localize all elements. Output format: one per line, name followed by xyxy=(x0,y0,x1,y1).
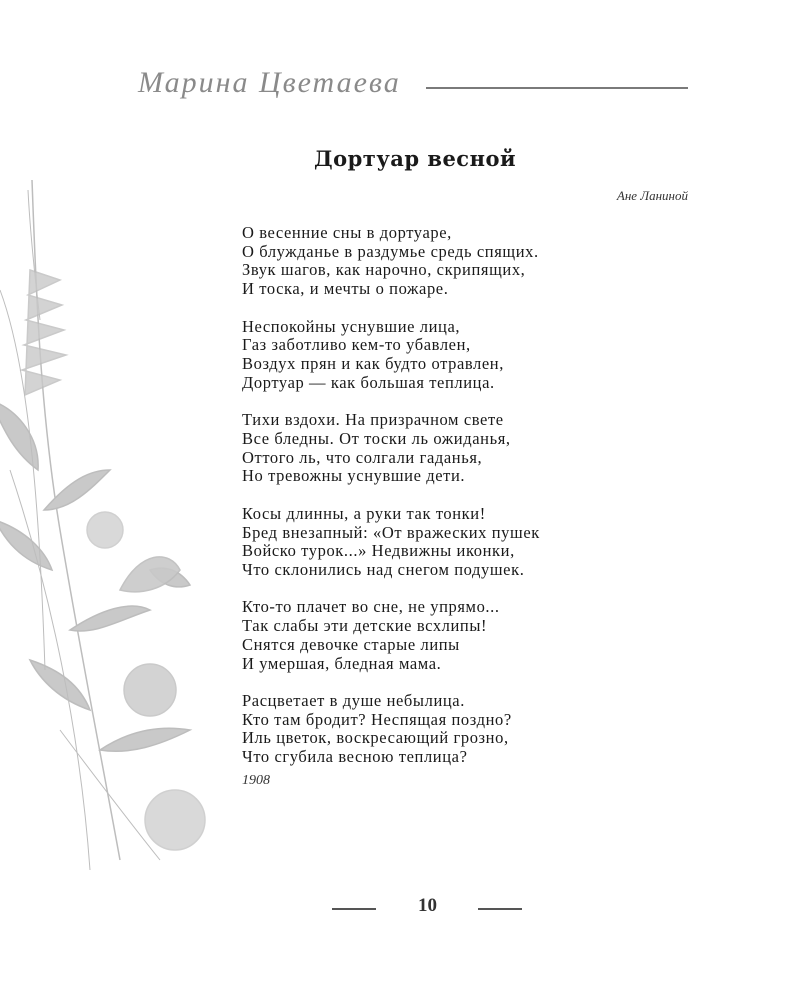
poem-line: Войско турок...» Недвижны иконки, xyxy=(242,541,515,561)
poem-body xyxy=(242,224,540,786)
poem-line: Кто там бродит? Неспящая поздно? xyxy=(242,709,512,729)
poem-line: Дортуар — как большая теплица. xyxy=(242,372,495,392)
poem-line: Что сгубила весною теплица? xyxy=(242,747,468,767)
poem-line: Воздух прян и как будто отравлен, xyxy=(242,354,504,374)
header-rule xyxy=(426,87,688,89)
poem-line: Так слабы эти детские всхлипы! xyxy=(242,616,488,636)
header-author: Марина Цветаева xyxy=(138,66,401,99)
poem-line: Снятся девочке старые липы xyxy=(242,634,460,654)
poem-line: Косы длинны, а руки так тонки! xyxy=(242,503,486,523)
poem-line: Тихи вздохи. На призрачном свете xyxy=(242,410,504,430)
floral-illustration xyxy=(0,170,240,870)
poem-line: И умершая, бледная мама. xyxy=(242,653,442,673)
stanza xyxy=(242,318,540,393)
dedication: Ане Ланиной xyxy=(616,188,688,203)
poem-line: Все бледны. От тоски ль ожиданья, xyxy=(242,428,511,448)
poem-line: Но тревожны уснувшие дети. xyxy=(242,466,466,486)
page-footer xyxy=(0,895,800,921)
poem-line: Неспокойны уснувшие лица, xyxy=(242,316,461,336)
stanza xyxy=(242,505,540,580)
poem-line: Бред внезапный: «От вражеских пушек xyxy=(242,522,540,542)
poem-line: Звук шагов, как нарочно, скрипящих, xyxy=(242,260,526,280)
poem-line: И тоска, и мечты о пожаре. xyxy=(242,279,449,299)
poem-line: Кто-то плачет во сне, не упрямо... xyxy=(242,597,500,617)
stanza xyxy=(242,411,540,486)
stanza xyxy=(242,598,540,673)
page-number: 10 xyxy=(418,895,437,916)
poem-line: Иль цветок, воскресающий грозно, xyxy=(242,728,509,748)
stanza xyxy=(242,224,540,299)
poem-line: О блужданье в раздумье средь спящих. xyxy=(242,241,539,261)
footer-rule-right xyxy=(478,908,522,910)
poem-line: Что склонились над снегом подушек. xyxy=(242,559,525,579)
poem-line: Газ заботливо кем-то убавлен, xyxy=(242,335,471,355)
poem-year: 1908 xyxy=(242,773,270,788)
poem-line: О весенние сны в дортуаре, xyxy=(242,223,452,242)
poem-line: Оттого ль, что солгали гаданья, xyxy=(242,447,483,467)
stanza xyxy=(242,692,540,767)
poem-line: Расцветает в душе небылица. xyxy=(242,691,465,711)
poem-title: Дортуар весной xyxy=(313,146,517,171)
